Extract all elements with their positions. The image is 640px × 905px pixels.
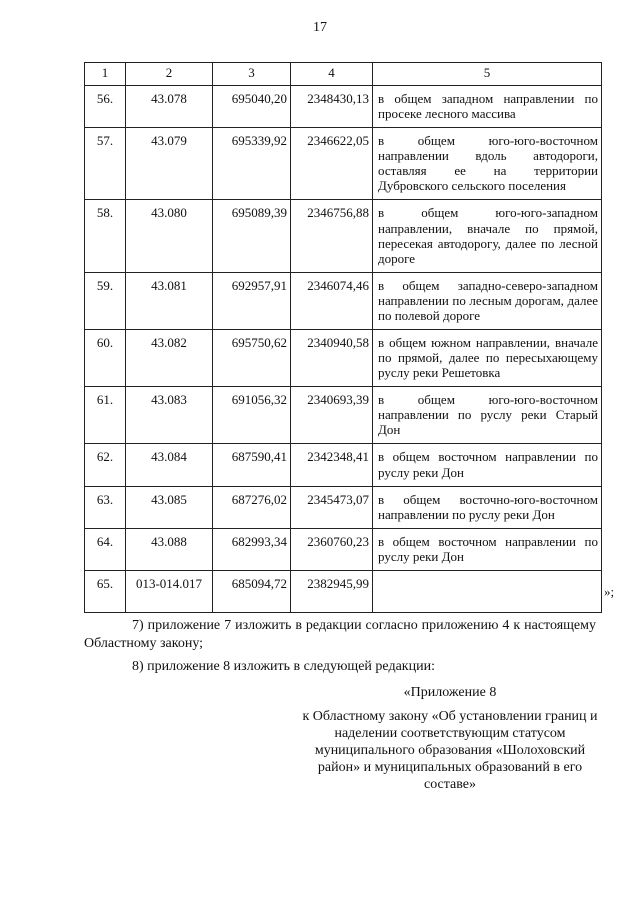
coord-y: 2340940,58 xyxy=(291,330,373,387)
header-col-1: 1 xyxy=(85,63,126,86)
table-row xyxy=(85,570,602,612)
table-row xyxy=(85,330,602,387)
row-number: 64. xyxy=(85,528,126,570)
boundary-description: в общем юго-юго-восточном направлении вдоль автодороги, оставляя ее на территории Дубровского сельского поселения xyxy=(373,128,602,200)
coord-x: 687276,02 xyxy=(213,486,291,528)
table-header-row xyxy=(85,63,602,86)
point-code: 43.081 xyxy=(126,272,213,329)
coord-x: 695089,39 xyxy=(213,200,291,272)
coord-y: 2346074,46 xyxy=(291,272,373,329)
coord-y: 2346756,88 xyxy=(291,200,373,272)
header-col-3: 3 xyxy=(213,63,291,86)
header-col-5: 5 xyxy=(373,63,602,86)
annex-subtitle: к Областному закону «Об установлении границ и наделении соответствующим статусом муниципального образования «Шолоховский район» и муниципальных образований в его составе» xyxy=(302,709,598,793)
row-number: 61. xyxy=(85,387,126,444)
point-code: 43.088 xyxy=(126,528,213,570)
coord-x: 687590,41 xyxy=(213,444,291,486)
coord-y: 2340693,39 xyxy=(291,387,373,444)
boundary-description: в общем восточно-юго-восточном направлении по руслу реки Дон xyxy=(373,486,602,528)
point-code: 43.079 xyxy=(126,128,213,200)
table-row xyxy=(85,528,602,570)
paragraph-8: 8) приложение 8 изложить в следующей редакции: xyxy=(132,659,435,674)
table-row xyxy=(85,272,602,329)
row-number: 65. xyxy=(85,570,126,612)
coord-y: 2360760,23 xyxy=(291,528,373,570)
boundary-description: в общем юго-юго-восточном направлении по руслу реки Старый Дон xyxy=(373,387,602,444)
table-row xyxy=(85,387,602,444)
annex-title: «Приложение 8 xyxy=(403,685,497,700)
boundary-description: в общем западно-северо-западном направлении по лесным дорогам, далее по полевой дороге xyxy=(373,272,602,329)
boundary-description: в общем восточном направлении по руслу реки Дон xyxy=(373,528,602,570)
row-number: 63. xyxy=(85,486,126,528)
coord-x: 685094,72 xyxy=(213,570,291,612)
table-row xyxy=(85,200,602,272)
coord-y: 2346622,05 xyxy=(291,128,373,200)
boundary-description xyxy=(373,570,602,612)
coord-y: 2345473,07 xyxy=(291,486,373,528)
page-number: 17 xyxy=(313,20,327,35)
closing-quote-mark: »; xyxy=(604,584,615,599)
point-code: 43.080 xyxy=(126,200,213,272)
coord-x: 691056,32 xyxy=(213,387,291,444)
boundary-description: в общем юго-юго-западном направлении, вначале по прямой, пересекая автодорогу, далее по лесной дороге xyxy=(373,200,602,272)
row-number: 62. xyxy=(85,444,126,486)
point-code: 43.078 xyxy=(126,86,213,128)
boundary-description: в общем восточном направлении по руслу реки Дон xyxy=(373,444,602,486)
coord-y: 2348430,13 xyxy=(291,86,373,128)
point-code: 43.082 xyxy=(126,330,213,387)
table-row xyxy=(85,86,602,128)
point-code: 43.084 xyxy=(126,444,213,486)
point-code: 013-014.017 xyxy=(126,570,213,612)
row-number: 59. xyxy=(85,272,126,329)
coord-y: 2342348,41 xyxy=(291,444,373,486)
coord-x: 692957,91 xyxy=(213,272,291,329)
coord-x: 695750,62 xyxy=(213,330,291,387)
point-code: 43.083 xyxy=(126,387,213,444)
boundary-description: в общем южном направлении, вначале по прямой, далее по пересыхающему руслу реки Решетовка xyxy=(373,330,602,387)
row-number: 60. xyxy=(85,330,126,387)
boundary-table xyxy=(84,62,602,613)
paragraph-7: 7) приложение 7 изложить в редакции согласно приложению 4 к настоящему Областному закону; xyxy=(84,618,596,652)
row-number: 57. xyxy=(85,128,126,200)
coord-x: 682993,34 xyxy=(213,528,291,570)
row-number: 58. xyxy=(85,200,126,272)
table-row xyxy=(85,444,602,486)
header-col-2: 2 xyxy=(126,63,213,86)
coord-y: 2382945,99 xyxy=(291,570,373,612)
boundary-description: в общем западном направлении по просеке лесного массива xyxy=(373,86,602,128)
table-row xyxy=(85,486,602,528)
point-code: 43.085 xyxy=(126,486,213,528)
coord-x: 695040,20 xyxy=(213,86,291,128)
header-col-4: 4 xyxy=(291,63,373,86)
row-number: 56. xyxy=(85,86,126,128)
table-row xyxy=(85,128,602,200)
coord-x: 695339,92 xyxy=(213,128,291,200)
